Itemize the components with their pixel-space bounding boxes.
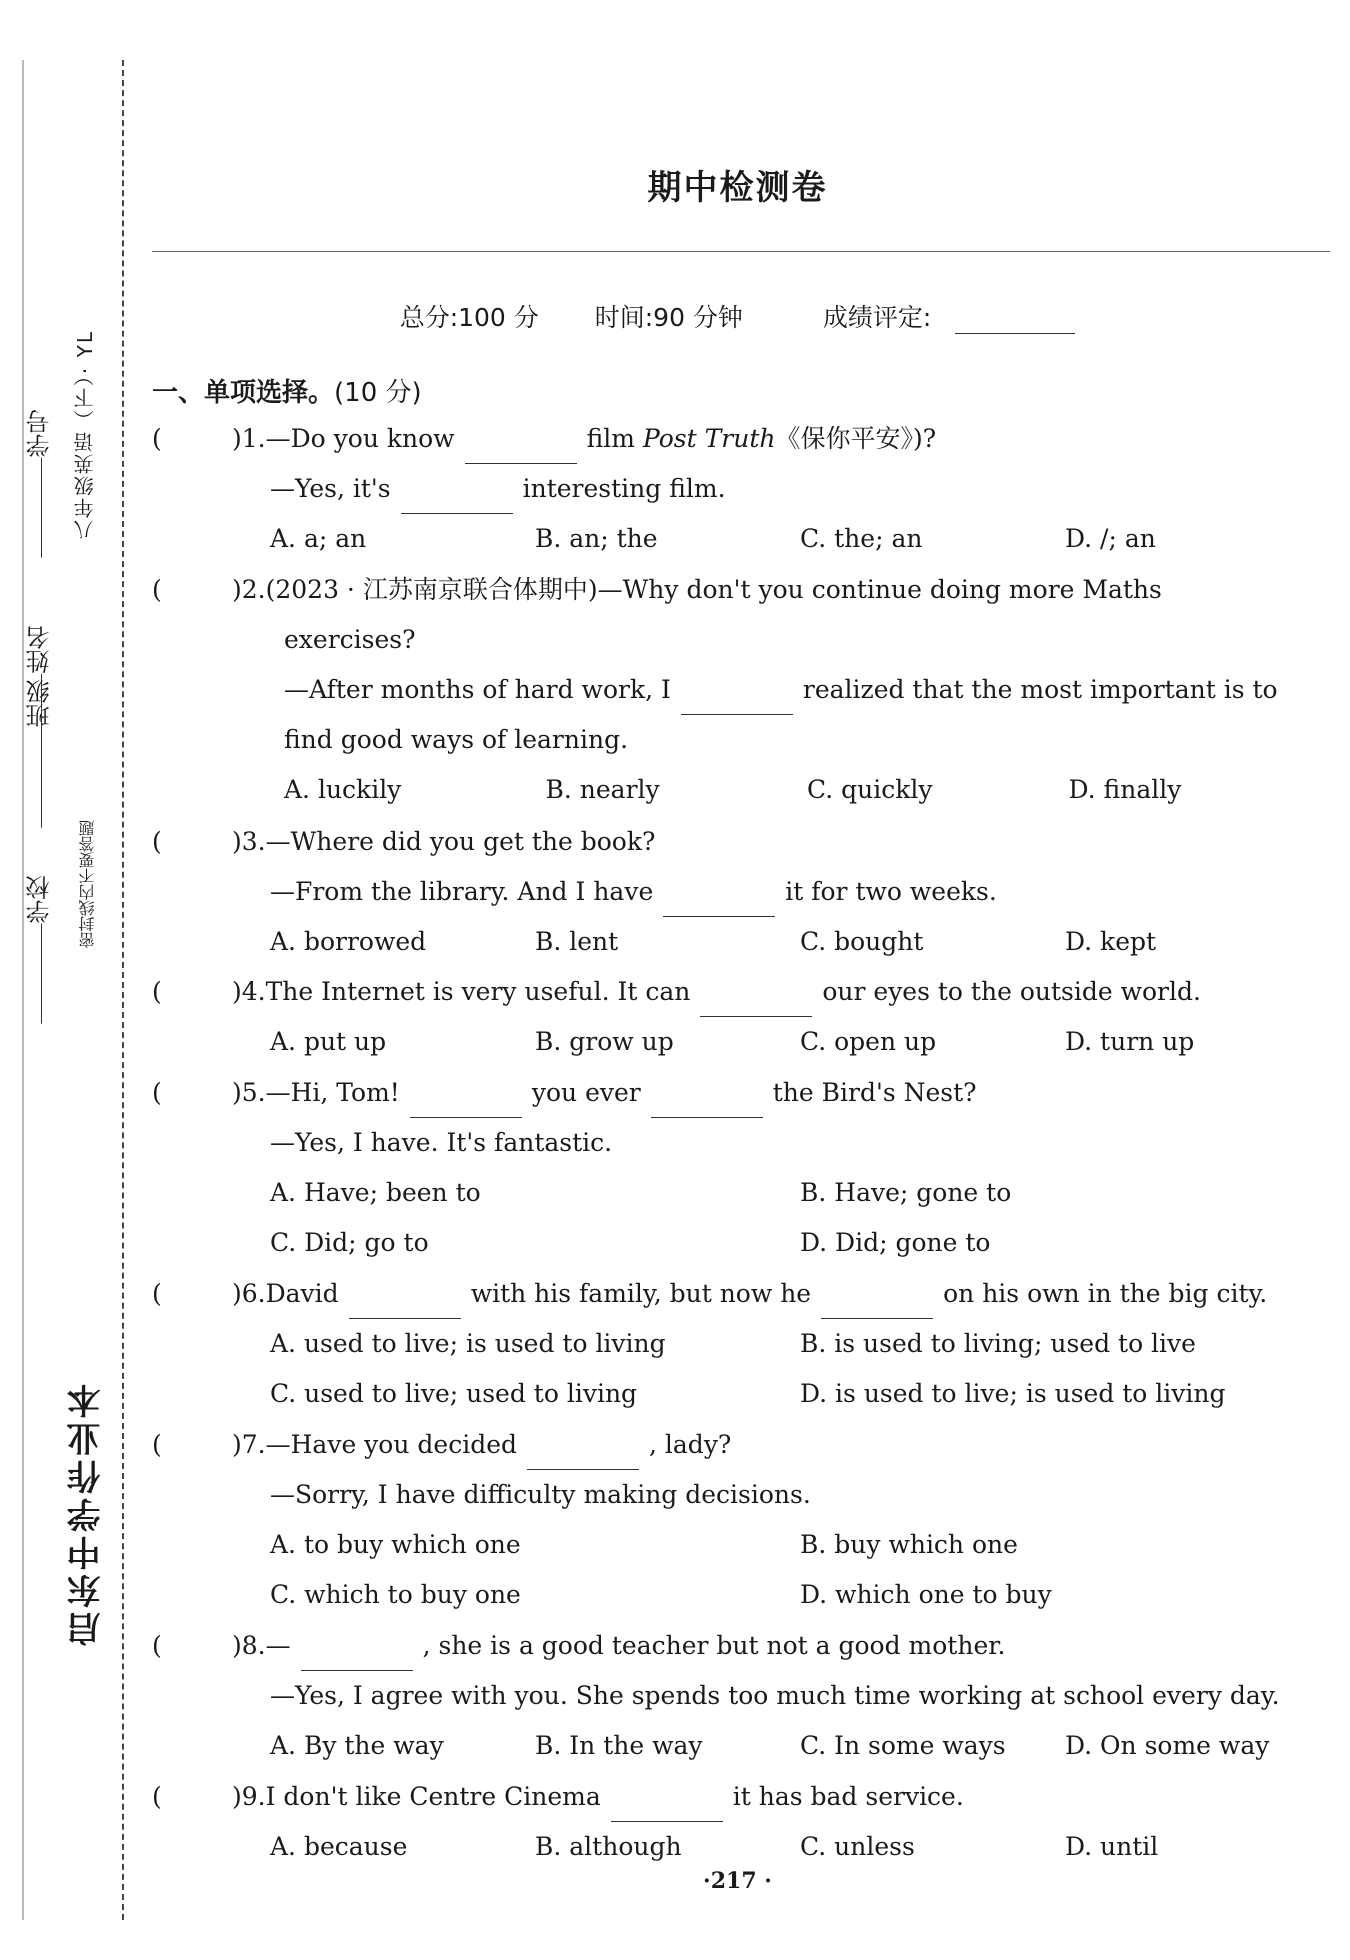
- option-b[interactable]: B. is used to living; used to live: [800, 1329, 1196, 1358]
- page-number: ·217 ·: [703, 1868, 772, 1894]
- exam-meta: [150, 298, 1325, 334]
- answer-blank[interactable]: [465, 437, 577, 464]
- answer-blank[interactable]: [401, 487, 513, 514]
- option-a[interactable]: A. Have; been to: [270, 1178, 481, 1207]
- title-divider: [152, 251, 1330, 252]
- answer-blank[interactable]: [410, 1091, 522, 1118]
- options: [152, 917, 1330, 967]
- option-c[interactable]: C. bought: [800, 927, 924, 956]
- answer-blank[interactable]: [821, 1292, 933, 1319]
- options: [152, 1218, 1330, 1268]
- answer-blank[interactable]: [527, 1443, 639, 1470]
- question-4: ( )4.The Internet is very useful. It can our eyes to the outside world. A. put up B. grow up C. open up D. turn up: [152, 967, 1330, 1067]
- option-b[interactable]: B. In the way: [535, 1731, 703, 1760]
- option-b[interactable]: B. an; the: [535, 524, 658, 553]
- options: [152, 1369, 1330, 1419]
- field-name: 姓名: [22, 626, 57, 774]
- option-c[interactable]: C. which to buy one: [270, 1580, 521, 1609]
- field-class: 班级: [22, 680, 57, 828]
- options: [152, 1319, 1330, 1369]
- student-fields-top: [22, 410, 57, 774]
- options: [152, 1570, 1330, 1620]
- section-heading: 一、单项选择。(10 分): [152, 378, 422, 408]
- option-a[interactable]: A. used to live; is used to living: [270, 1329, 666, 1358]
- option-c[interactable]: C. quickly: [807, 775, 933, 804]
- option-a[interactable]: A. a; an: [270, 524, 367, 553]
- option-d[interactable]: D. On some way: [1065, 1731, 1270, 1760]
- options: [152, 1721, 1330, 1771]
- option-c[interactable]: C. open up: [800, 1027, 937, 1056]
- option-b[interactable]: B. although: [535, 1832, 682, 1861]
- answer-blank[interactable]: [301, 1644, 413, 1671]
- option-d[interactable]: D. /; an: [1065, 524, 1156, 553]
- option-b[interactable]: B. nearly: [545, 775, 660, 804]
- option-a[interactable]: A. borrowed: [270, 927, 427, 956]
- field-school: 学校: [22, 876, 57, 1024]
- grade-field: 成绩评定:: [799, 303, 1075, 332]
- question-3: ( )3.—Where did you get the book? —From the library. And I have it for two weeks. A. borrowed B. lent C. bought D. kept: [152, 817, 1330, 967]
- option-c[interactable]: C. unless: [800, 1832, 915, 1861]
- option-b[interactable]: B. lent: [535, 927, 619, 956]
- options: [152, 765, 1330, 815]
- question-6: ( )6.David with his family, but now he on his own in the big city. A. used to live; is used to living B. is used to living; used to live C. used to live; used to living D. is used to live; is used to living: [152, 1269, 1330, 1419]
- question-8: ( )8.— , she is a good teacher but not a good mother. —Yes, I agree with you. She spends too much time working at school every day. A. By the way B. In the way C. In some ways D. On some way: [152, 1621, 1330, 1771]
- grade-blank[interactable]: [955, 311, 1075, 334]
- options: [152, 1520, 1330, 1570]
- answer-blank[interactable]: [611, 1795, 723, 1822]
- question-2: ( )2.(2023 · 江苏南京联合体期中)—Why don't you continue doing more Maths exercises? —After months of hard work, I realized that the most important is to find good ways of learning. A. luckily B. nearly C. quickly D. finally: [152, 565, 1330, 815]
- time-limit: 时间:90 分钟: [594, 303, 743, 332]
- options: [152, 1822, 1330, 1872]
- answer-blank[interactable]: [700, 990, 812, 1017]
- option-a[interactable]: A. luckily: [284, 775, 402, 804]
- question-5: ( )5.—Hi, Tom! you ever the Bird's Nest? —Yes, I have. It's fantastic. A. Have; been to B. Have; gone to C. Did; go to D. Did; gone to: [152, 1068, 1330, 1268]
- option-a[interactable]: A. to buy which one: [270, 1530, 521, 1559]
- option-b[interactable]: B. buy which one: [800, 1530, 1018, 1559]
- question-9: ( )9.I don't like Centre Cinema it has bad service. A. because B. although C. unless D. until: [152, 1772, 1330, 1872]
- option-d[interactable]: D. finally: [1068, 775, 1182, 804]
- option-d[interactable]: D. Did; gone to: [800, 1228, 991, 1257]
- option-c[interactable]: C. In some ways: [800, 1731, 1006, 1760]
- answer-blank[interactable]: [663, 890, 775, 917]
- options: [152, 514, 1330, 564]
- option-b[interactable]: B. grow up: [535, 1027, 674, 1056]
- answer-blank[interactable]: [681, 688, 793, 715]
- school-brand-vertical: 启东中学作业本: [67, 1380, 107, 1646]
- binding-dashed-line: [122, 60, 124, 1920]
- option-c[interactable]: C. the; an: [800, 524, 923, 553]
- field-student-id: 学号: [22, 410, 57, 558]
- answer-blank[interactable]: [349, 1292, 461, 1319]
- question-7: ( )7.—Have you decided , lady? —Sorry, I have difficulty making decisions. A. to buy which one B. buy which one C. which to buy one D. which one to buy: [152, 1420, 1330, 1620]
- option-a[interactable]: A. By the way: [270, 1731, 444, 1760]
- option-a[interactable]: A. because: [270, 1832, 408, 1861]
- options: [152, 1017, 1330, 1067]
- option-d[interactable]: D. which one to buy: [800, 1580, 1052, 1609]
- option-d[interactable]: D. kept: [1065, 927, 1157, 956]
- option-d[interactable]: D. turn up: [1065, 1027, 1195, 1056]
- option-d[interactable]: D. is used to live; is used to living: [800, 1379, 1226, 1408]
- answer-blank[interactable]: [651, 1091, 763, 1118]
- option-c[interactable]: C. used to live; used to living: [270, 1379, 638, 1408]
- page-title: 期中检测卷: [647, 168, 828, 208]
- option-a[interactable]: A. put up: [270, 1027, 387, 1056]
- options: [152, 1168, 1330, 1218]
- question-1: ( )1.—Do you know film Post Truth《保你平安》)? —Yes, it's interesting film. A. a; an B. an; the C. the; an D. /; an: [152, 414, 1330, 564]
- option-b[interactable]: B. Have; gone to: [800, 1178, 1012, 1207]
- option-d[interactable]: D. until: [1065, 1832, 1159, 1861]
- total-score: 总分:100 分: [399, 303, 539, 332]
- seal-warning-vertical: 密封线内不要答题: [78, 820, 97, 948]
- option-c[interactable]: C. Did; go to: [270, 1228, 429, 1257]
- book-info-vertical: 八年级英语（下）· YL: [73, 330, 97, 541]
